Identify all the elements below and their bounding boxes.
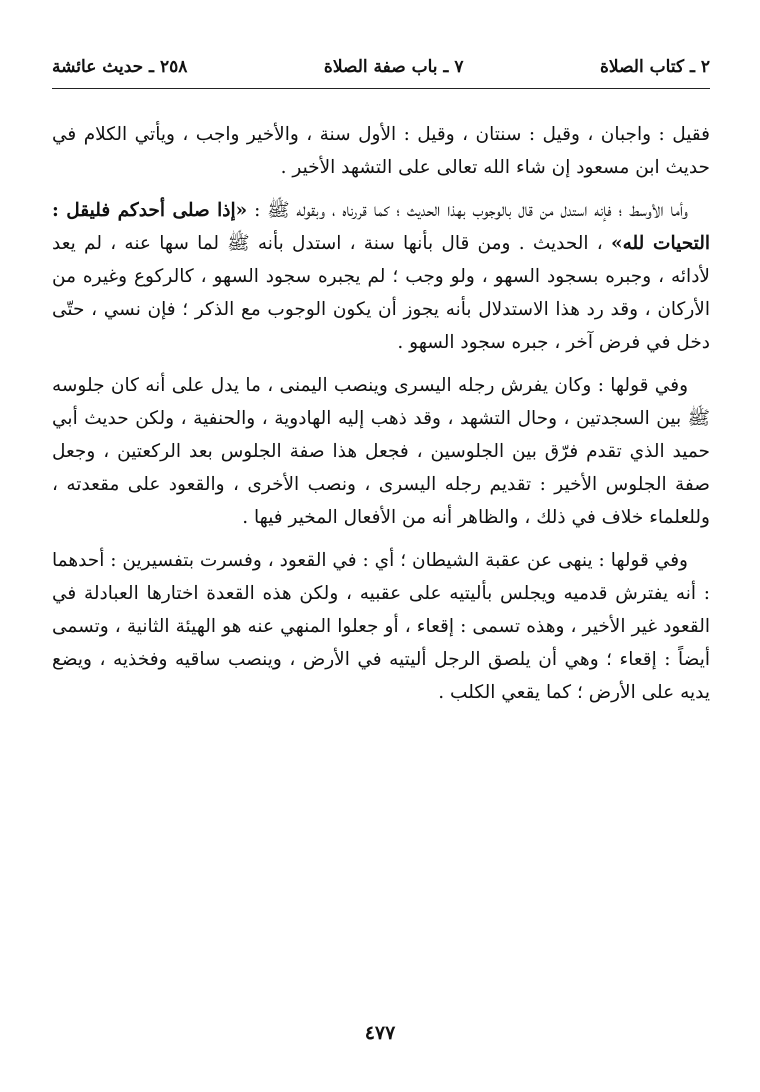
header-book-title: ٢ ـ كتاب الصلاة [600,57,710,77]
hadith-quote: «إذا صلى أحدكم فليقل : التحيات لله» [52,200,710,254]
header-chapter-title: ٧ ـ باب صفة الصلاة [323,57,464,77]
page-number: ٤٧٧ [364,1022,396,1044]
paragraph-2-lead: وأما الأوسط ؛ فإنه استدل من قال بالوجوب بهذا الحديث ؛ كما قررناه ، وبقوله ﷺ : [247,200,688,221]
paragraph-2-rest: ، الحديث . ومن قال بأنها سنة ، استدل بأنه ﷺ لما سها عنه ، لم يعد لأدائه ، وجبره بسجود السهو ، ولو وجب ؛ لم يجبره سجود السهو ، كالركوع وغيره من الأركان ، وقد رد هذا الاستدلال بأنه يجوز أن يكون الوجوب مع الذكر ؛ فإن نسي ، حتّى دخل في فرض آخر ، جبره سجود السهو . [52,233,710,353]
paragraph-2 [52,194,710,359]
header-hadith-title: ٢٥٨ ـ حديث عائشة [52,57,188,77]
paragraph-4: وفي قولها : ينهى عن عقبة الشيطان ؛ أي : في القعود ، وفسرت بتفسيرين : أحدهما : أنه يفترش قدميه ويجلس بأليتيه على عقبيه ، ولكن هذه القعدة اختارها العبادلة في القعود غير الأخير ، وهذه تسمى : إقعاء ، أو جعلوا المنهي عنه هو الهيئة الثانية ، وتسمى أيضاً : إقعاء ؛ وهي أن يلصق الرجل أليتيه في الأرض ، وينصب ساقيه وفخذيه ، ويضع يديه على الأرض ؛ كما يقعي الكلب . [52,550,710,703]
paragraph-1: فقيل : واجبان ، وقيل : سنتان ، وقيل : الأول سنة ، والأخير واجب ، ويأتي الكلام في حديث ابن مسعود إن شاء الله تعالى على التشهد الأخير . [52,124,710,178]
running-header [52,52,710,82]
page-body [52,118,710,719]
paragraph-3: وفي قولها : وكان يفرش رجله اليسرى وينصب اليمنى ، ما يدل على أنه كان جلوسه ﷺ بين السجدتين ، وحال التشهد ، وقد ذهب إليه الهادوية ، والحنفية ، ولكن حديث أبي حميد الذي تقدم فرّق بين الجلوسين ، فجعل هذا صفة الجلوس بعد الركعتين ، وجعل صفة الجلوس الأخير : تقديم رجله اليسرى ، ونصب الأخرى ، والقعود على مقعدته ، وللعلماء خلاف في ذلك ، والظاهر أنه من الأفعال المخير فيها . [52,375,710,528]
header-rule [52,88,710,89]
